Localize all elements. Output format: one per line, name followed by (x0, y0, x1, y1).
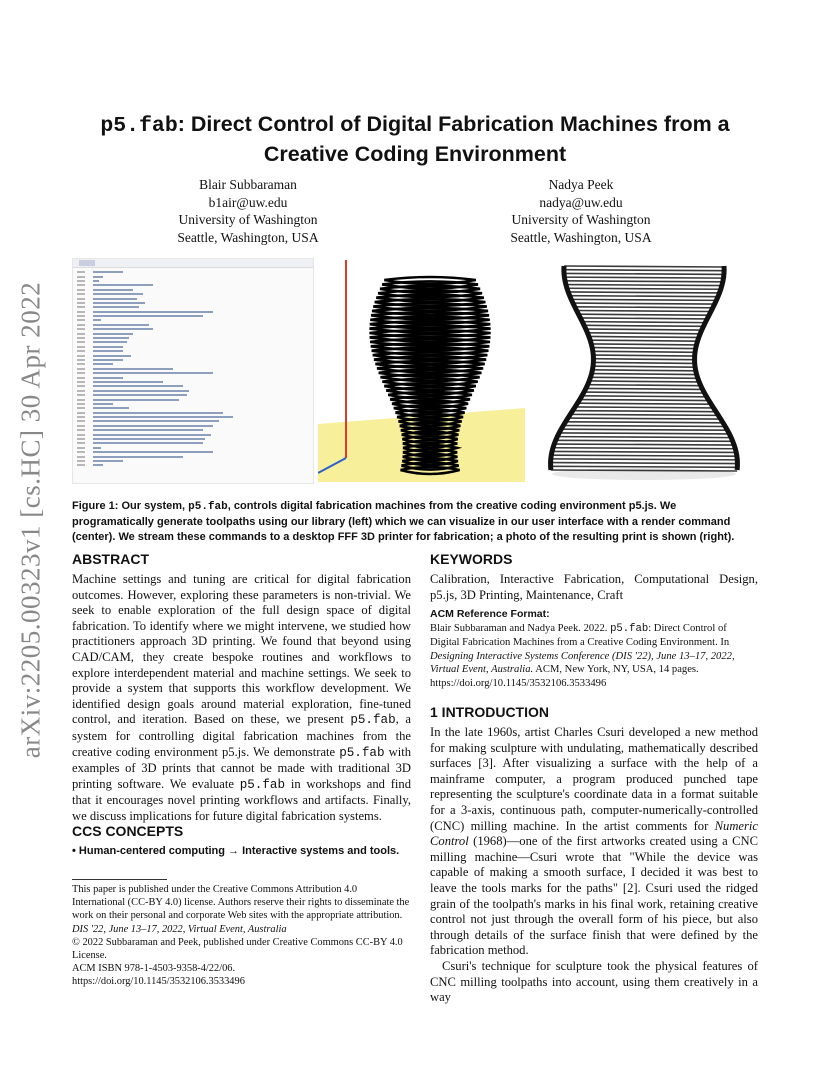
footnote (72, 883, 411, 989)
caption-prefix: Figure 1: Our system, (72, 500, 189, 512)
author-location: Seattle, Washington, USA (177, 229, 319, 245)
abstract-mono: p5.fab (339, 745, 385, 760)
editor-tab (79, 260, 95, 266)
footnote-copyright: © 2022 Subbaraman and Peek, published under Creative Commons CC-BY 4.0 License. (72, 936, 403, 962)
caption-mono: p5.fab (188, 501, 228, 513)
photo-layer (590, 340, 698, 341)
photo-layer (588, 385, 701, 386)
footnote-rule (72, 879, 167, 880)
abstract-mono: p5.fab (239, 777, 286, 792)
photo-layer (580, 318, 707, 319)
author-location: Seattle, Washington, USA (510, 229, 652, 245)
acm-ref-text: ACM, New York, NY, USA, 14 pages. https://doi.org/10.1145/3532106.3533496 (430, 664, 699, 689)
acm-ref-heading: ACM Reference Format: (430, 608, 550, 620)
photo-layer (554, 444, 734, 445)
photo-layer (565, 281, 723, 282)
photo-layer (589, 336, 699, 337)
figure-render-view (318, 258, 525, 482)
title-line1: : Direct Control of Digital Fabrication Machines from a (177, 112, 730, 136)
title-mono: p5.fab (100, 114, 178, 138)
author-name: Blair Subbaraman (199, 177, 297, 192)
acm-ref-venue: Designing Interactive Systems Conference (DIS '22), June 13–17, 2022, Virtual Event, Australia. (430, 650, 735, 676)
photo-layer (564, 266, 724, 267)
author-affiliation: University of Washington (178, 212, 318, 227)
footnote-venue: DIS '22, June 13–17, 2022, Virtual Event, Australia (72, 923, 287, 935)
photo-layer (571, 299, 717, 300)
photo-layer (559, 433, 729, 434)
photo-layer (593, 362, 694, 363)
photo-layer (593, 359, 694, 360)
photo-layer (551, 459, 737, 460)
author-email: nadya@uw.edu (539, 194, 623, 210)
photo-layer (557, 437, 730, 438)
photo-layer (575, 407, 713, 408)
footnote-license: This paper is published under the Creative Commons Attribution 4.0 International (CC-BY 4.0) license. Authors reserve their rights to disseminate the work on their personal and corporate Web sites with the appropriate attribution. (72, 884, 410, 922)
figure-caption (72, 499, 758, 545)
abstract-text: , a system for controlling digital fabrication machines from the creative coding environment p5.js. We demonstrate (72, 712, 412, 759)
abstract-heading: ABSTRACT (72, 551, 149, 567)
photo-layer (589, 381, 699, 382)
author-block-2 (461, 176, 701, 246)
title-line2: Creative Coding Environment (263, 142, 567, 166)
footnote-doi: https://doi.org/10.1145/3532106.3533496 (72, 976, 245, 988)
photo-layer (551, 470, 737, 471)
photo-layer (582, 322, 705, 323)
intro-text: (1968)—one of the first artworks created using a CNC milling machine—Csuri wrote that "While the device was capable of making a smooth surface, I decided it was best to leave the tools marks for the paths" [2]. Csuri used the ridged grain of the toolpath's marks in his final work, retaining creative control not just through the overall form of his piece, but also through details of the surface finish that were defined by the fabrication method. (430, 834, 758, 958)
photo-layer (570, 296, 719, 297)
abstract-text: in workshops and find that it encourages novel printing workflows and artifacts. Finally, we discuss implications for future digital fabrication systems. (72, 776, 411, 823)
photo-layer (592, 374, 697, 375)
acm-ref-text: Blair Subbaraman and Nadya Peek. 2022. (430, 623, 611, 634)
abstract-text: Machine settings and tuning are critical for digital fabrication outcomes. However, exploring these parameters is non-trivial. We seek to enable exploration of the full design space of digital fabrication. To identify where we might intervene, we studied how practitioners approach 3D printing. We found that beyond using CAD/CAM, they create bespoke routines and workflows to explore interdependent material and machine settings. We seek to provide a system that supports this workflow development. We identified design goals around material exploration, fine-tuned control, and iteration. Based on these, we present (72, 572, 411, 727)
photo-svg (532, 258, 756, 482)
photo-layer (573, 411, 716, 412)
photo-layer (578, 314, 709, 315)
photo-layer (593, 351, 695, 352)
photo-layer (564, 273, 724, 274)
photo-layer (570, 414, 717, 415)
photo-layer (551, 463, 738, 464)
photo-layer (593, 366, 695, 367)
photo-layer (575, 307, 714, 308)
photo-layer (591, 344, 696, 345)
photo-layer (586, 388, 702, 389)
photo-layer (567, 288, 721, 289)
photo-layer (573, 303, 715, 304)
photo-layer (564, 277, 723, 278)
photo-layer (584, 325, 704, 326)
render-svg (318, 258, 525, 482)
photo-layer (566, 422, 723, 423)
photo-layer (592, 348, 696, 349)
paper-title (60, 110, 770, 168)
photo-layer (568, 418, 720, 419)
photo-layer (566, 285, 722, 286)
code-line (77, 463, 309, 467)
photo-layer (551, 466, 738, 467)
caption-rest: , controls digital fabrication machines from the creative coding environment p5.js. We programatically generate toolpaths using our library (left) which we can visualize in our user interface with a render command (center). We stream these commands to a desktop FFF 3D printer for fabrication; a photo of the resulting print is shown (right). (72, 500, 735, 543)
arxiv-stamp (6, 280, 56, 760)
photo-layer (586, 329, 702, 330)
photo-layer (568, 292, 720, 293)
intro-paragraph-2: Csuri's technique for sculpture took the physical features of CNC milling toolpaths into account, using them creatively in a way (430, 958, 758, 1005)
intro-text: In the late 1960s, artist Charles Csuri developed a new method for making sculpture with undulating, mathematically described surfaces [3]. After visualizing a surface with the help of a mainframe computer, a program produced punched tape representing the sculpture's coordinate data in a format suitable for a 3-axis, continuous path, computer-numerically-controlled (CNC) milling machine. In the artist comments for (430, 725, 758, 833)
photo-layer (577, 311, 712, 312)
intro-heading: 1 INTRODUCTION (430, 704, 549, 720)
footnote-isbn: ACM ISBN 978-1-4503-9358-4/22/06. (72, 963, 236, 975)
photo-layer (556, 440, 733, 441)
photo-layer (551, 455, 736, 456)
author-name: Nadya Peek (548, 177, 614, 192)
photo-layer (561, 429, 727, 430)
photo-layer (553, 448, 735, 449)
photo-layer (552, 451, 736, 452)
photo-layer (564, 270, 724, 271)
intro-italic: Numeric Control (430, 818, 758, 849)
keywords-text: Calibration, Interactive Fabrication, Computational Design, p5.js, 3D Printing, Maintenance, Craft (430, 572, 758, 602)
figure-code-editor (72, 258, 314, 484)
editor-tab-bar (73, 259, 313, 268)
photo-layer (580, 400, 709, 401)
abstract-text: with examples of 3D prints that cannot be made with traditional 3D printing software. We evaluate (72, 744, 411, 791)
arxiv-id: arXiv:2205.00323v1 [cs.HC] 30 Apr 2022 (15, 281, 46, 759)
photo-layer (577, 403, 710, 404)
photo-layer (593, 355, 694, 356)
photo-layer (563, 425, 724, 426)
abstract-body (72, 572, 411, 825)
code-lines (73, 268, 313, 470)
photo-layer (582, 396, 706, 397)
ccs-concepts: • Human-centered computing → Interactive systems and tools. (72, 845, 400, 857)
acm-ref-text: : Direct Control of Digital Fabrication Machines from a Creative Coding Environment. In (430, 623, 730, 649)
keywords-heading: KEYWORDS (430, 551, 513, 567)
figure-print-photo (532, 258, 756, 482)
acm-ref-mono: p5.fab (610, 623, 649, 635)
acm-reference (430, 622, 758, 690)
ccs-heading: CCS CONCEPTS (72, 823, 184, 839)
author-affiliation: University of Washington (511, 212, 651, 227)
author-email: b1air@uw.edu (208, 194, 288, 210)
abstract-mono: p5.fab (350, 713, 396, 728)
photo-layer (587, 333, 700, 334)
photo-layer (591, 377, 698, 378)
author-block-1 (128, 176, 368, 246)
photo-layer (584, 392, 704, 393)
intro-body (430, 725, 758, 1006)
photo-layer (592, 370, 695, 371)
